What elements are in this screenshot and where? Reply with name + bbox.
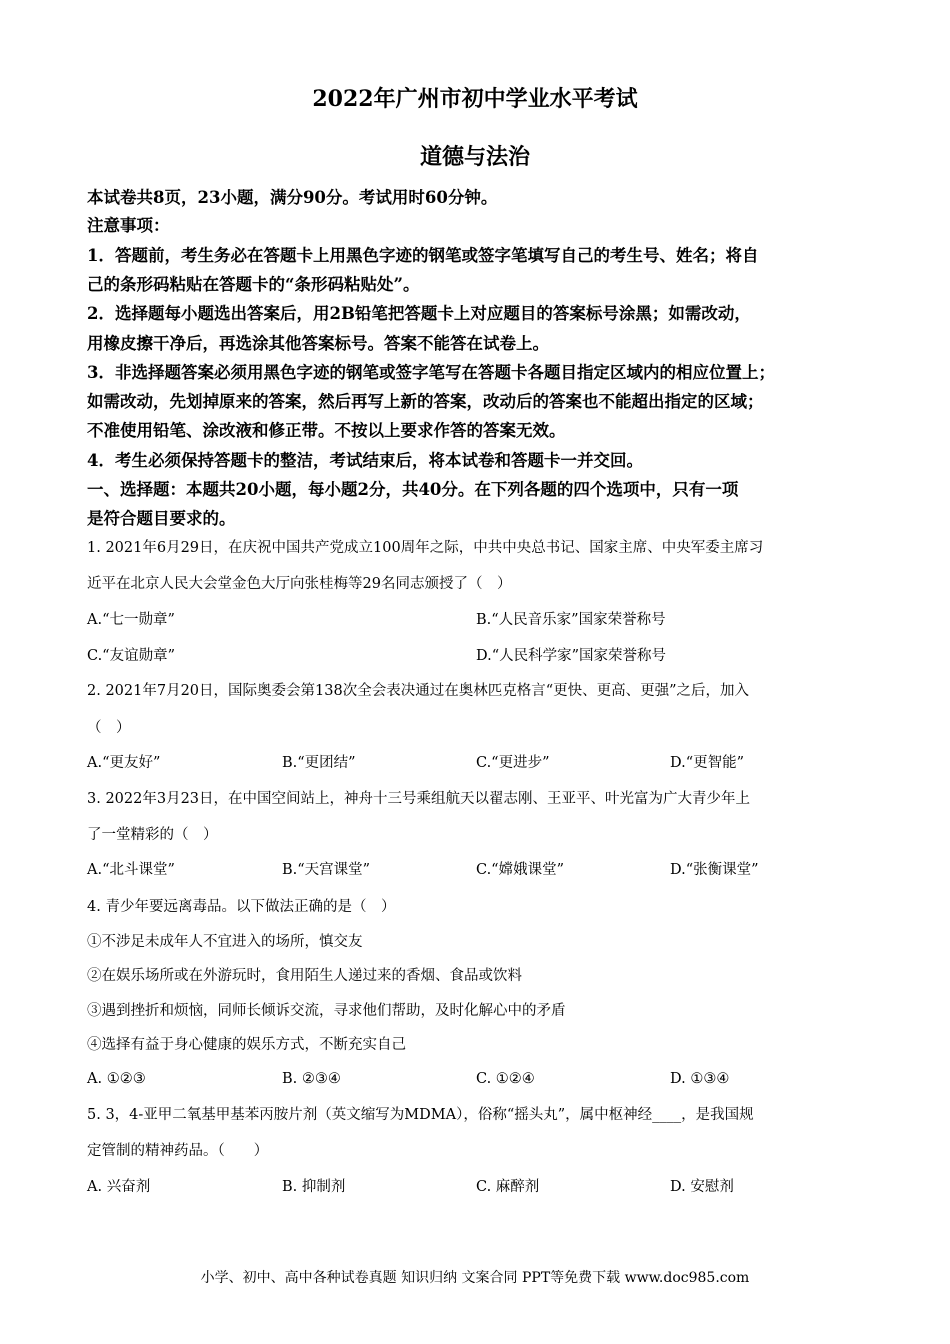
question-2-option-a: A.“更友好” [87,755,161,771]
question-3-option-d: D.“张衡课堂” [670,862,759,878]
question-3-stem: 了一堂精彩的（ ） [87,827,218,843]
question-4-option-a: A. ①②③ [87,1071,146,1087]
footer-text: 小学、初中、高中各种试卷真题 知识归纳 文案合同 PPT等免费下载 www.doc985.com [200,1270,750,1286]
notice-line: 2．选择题每小题选出答案后，用2B铅笔把答题卡上对应题目的答案标号涂黑；如需改动， [87,304,751,323]
exam-title: 2022年广州市初中学业水平考试 [312,86,638,112]
question-4-statement: ④选择有益于身心健康的娱乐方式，不断充实自己 [87,1037,406,1053]
question-1-stem: 近平在北京人民大会堂金色大厅向张桂梅等29名同志颁授了（ ） [87,576,512,592]
question-1-option-b: B.“人民音乐家”国家荣誉称号 [476,612,666,628]
question-3-option-a: A.“北斗课堂” [87,862,175,878]
question-2-stem: 2. 2021年7月20日，国际奥委会第138次全会表决通过在奥林匹克格言“更快、更高、更强”之后，加入 [87,683,750,699]
notice-line: 不准使用铅笔、涂改液和修正带。不按以上要求作答的答案无效。 [87,421,566,440]
question-2-option-c: C.“更进步” [476,755,550,771]
notice-line: 1．答题前，考生务必在答题卡上用黑色字迹的钢笔或签字笔填写自己的考生号、姓名；将自 [87,246,759,265]
notice-line: 己的条形码粘贴在答题卡的“条形码粘贴处”。 [87,275,420,294]
exam-summary: 本试卷共8页，23小题，满分90分。考试用时60分钟。 [87,188,498,207]
question-4-statement: ②在娱乐场所或在外游玩时，食用陌生人递过来的香烟、食品或饮料 [87,968,522,984]
question-4-option-b: B. ②③④ [282,1071,341,1087]
question-5-option-b: B. 抑制剂 [282,1179,346,1195]
question-4-stem: 4. 青少年要远离毒品。以下做法正确的是（ ） [87,899,396,915]
question-1-stem: 1. 2021年6月29日，在庆祝中国共产党成立100周年之际，中共中央总书记、国家主席、中央军委主席习 [87,540,764,556]
question-1-option-d: D.“人民科学家”国家荣誉称号 [476,648,667,664]
question-5-option-a: A. 兴奋剂 [87,1179,151,1195]
notice-line: 用橡皮擦干净后，再选涂其他答案标号。答案不能答在试卷上。 [87,334,549,353]
notice-line: 3．非选择题答案必须用黑色字迹的钢笔或签字笔写在答题卡各题目指定区域内的相应位置上； [87,363,775,382]
question-5-option-c: C. 麻醉剂 [476,1179,540,1195]
section-heading: 是符合题目要求的。 [87,509,236,528]
question-3-option-b: B.“天宫课堂” [282,862,371,878]
question-5-option-d: D. 安慰剂 [670,1179,734,1195]
question-5-stem: 5. 3，4-亚甲二氧基甲基苯丙胺片剂（英文缩写为MDMA），俗称“摇头丸”，属中枢神经____，是我国规 [87,1107,754,1123]
question-2-option-d: D.“更智能” [670,755,745,771]
notice-heading: 注意事项： [87,216,170,235]
question-1-option-a: A.“七一勋章” [87,612,175,628]
subject-title: 道德与法治 [419,144,530,170]
section-heading: 一、选择题：本题共20小题，每小题2分，共40分。在下列各题的四个选项中，只有一项 [87,480,739,499]
question-2-stem: （ ） [87,720,131,736]
question-5-stem: 定管制的精神药品。（ ） [87,1143,269,1159]
question-2-option-b: B.“更团结” [282,755,356,771]
question-1-option-c: C.“友谊勋章” [87,648,176,664]
question-4-statement: ①不涉足未成年人不宜进入的场所，慎交友 [87,934,363,950]
notice-line: 如需改动，先划掉原来的答案，然后再写上新的答案，改动后的答案也不能超出指定的区域； [87,392,764,411]
question-3-option-c: C.“嫦娥课堂” [476,862,565,878]
question-4-statement: ③遇到挫折和烦恼，同师长倾诉交流，寻求他们帮助，及时化解心中的矛盾 [87,1003,566,1019]
question-4-option-d: D. ①③④ [670,1071,730,1087]
notice-line: 4．考生必须保持答题卡的整洁，考试结束后，将本试卷和答题卡一并交回。 [87,451,643,470]
question-3-stem: 3. 2022年3月23日，在中国空间站上，神舟十三号乘组航天以翟志刚、王亚平、叶光富为广大青少年上 [87,791,751,807]
question-4-option-c: C. ①②④ [476,1071,535,1087]
